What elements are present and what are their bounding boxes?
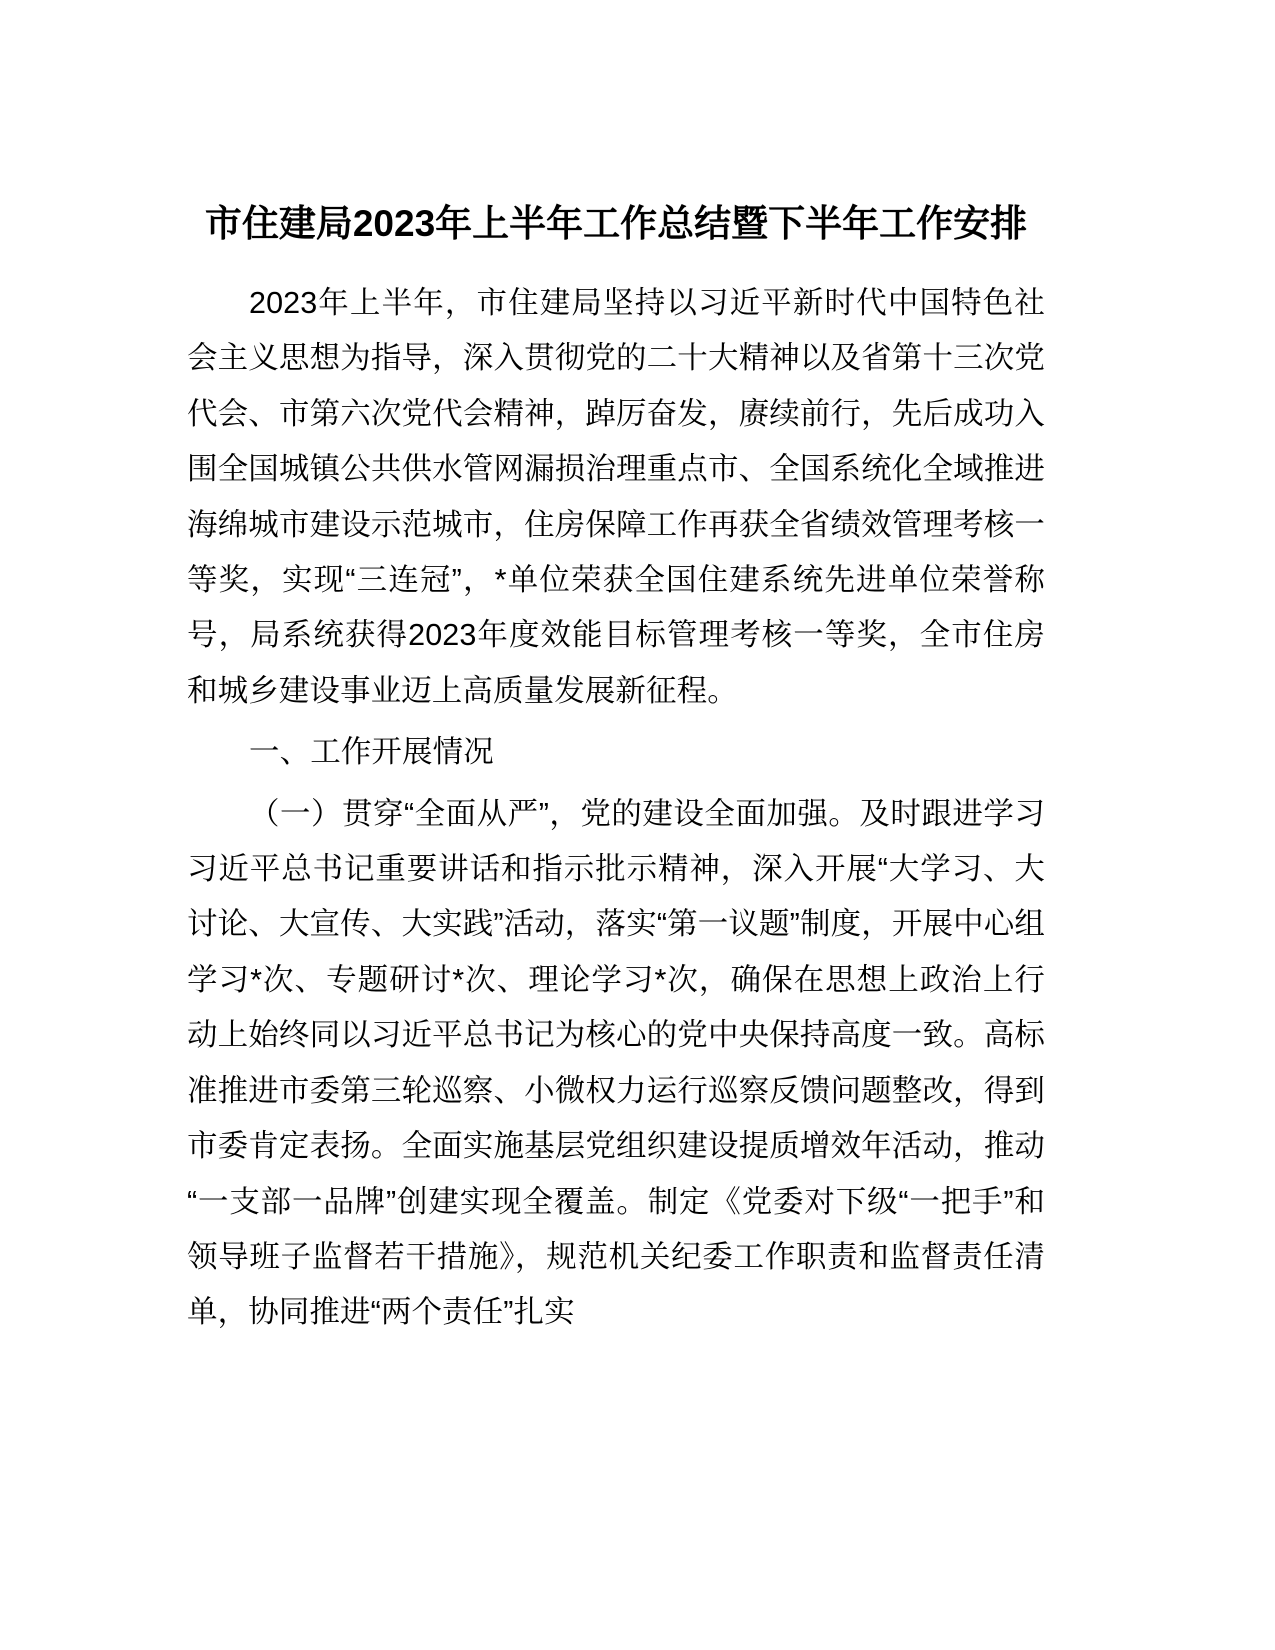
subsection-paragraph-1: （一）贯穿“全面从严”，党的建设全面加强。及时跟进学习习近平总书记重要讲话和指示批示精神，深入开展“大学习、大讨论、大宣传、大实践”活动，落实“第一议题”制度，开展中心组学习*次、专题研讨*次、理论学习*次，确保在思想上政治上行动上始终同以习近平总书记为核心的党中央保持高度一致。高标准推进市委第三轮巡察、小微权力运行巡察反馈问题整改，得到市委肯定表扬。全面实施基层党组织建设提质增效年活动，推动“一支部一品牌”创建实现全覆盖。制定《党委对下级“一把手”和领导班子监督若干措施》，规范机关纪委工作职责和监督责任清单，协同推进“两个责任”扎实: [187, 796, 1045, 1330]
page-title: 市住建局2023年上半年工作总结暨下半年工作安排: [204, 203, 1028, 244]
section-heading-1: 一、工作开展情况: [249, 735, 494, 770]
document-body: [187, 196, 1045, 1341]
intro-paragraph: 2023年上半年，市住建局坚持以习近平新时代中国特色社会主义思想为指导，深入贯彻党的二十大精神以及省第十三次党代会、市第六次党代会精神，踔厉奋发，赓续前行，先后成功入围全国城镇公共供水管网漏损治理重点市、全国系统化全域推进海绵城市建设示范城市，住房保障工作再获全省绩效管理考核一等奖，实现“三连冠”，*单位荣获全国住建系统先进单位荣誉称号，局系统获得2023年度效能目标管理考核一等奖，全市住房和城乡建设事业迈上高质量发展新征程。: [187, 286, 1045, 708]
